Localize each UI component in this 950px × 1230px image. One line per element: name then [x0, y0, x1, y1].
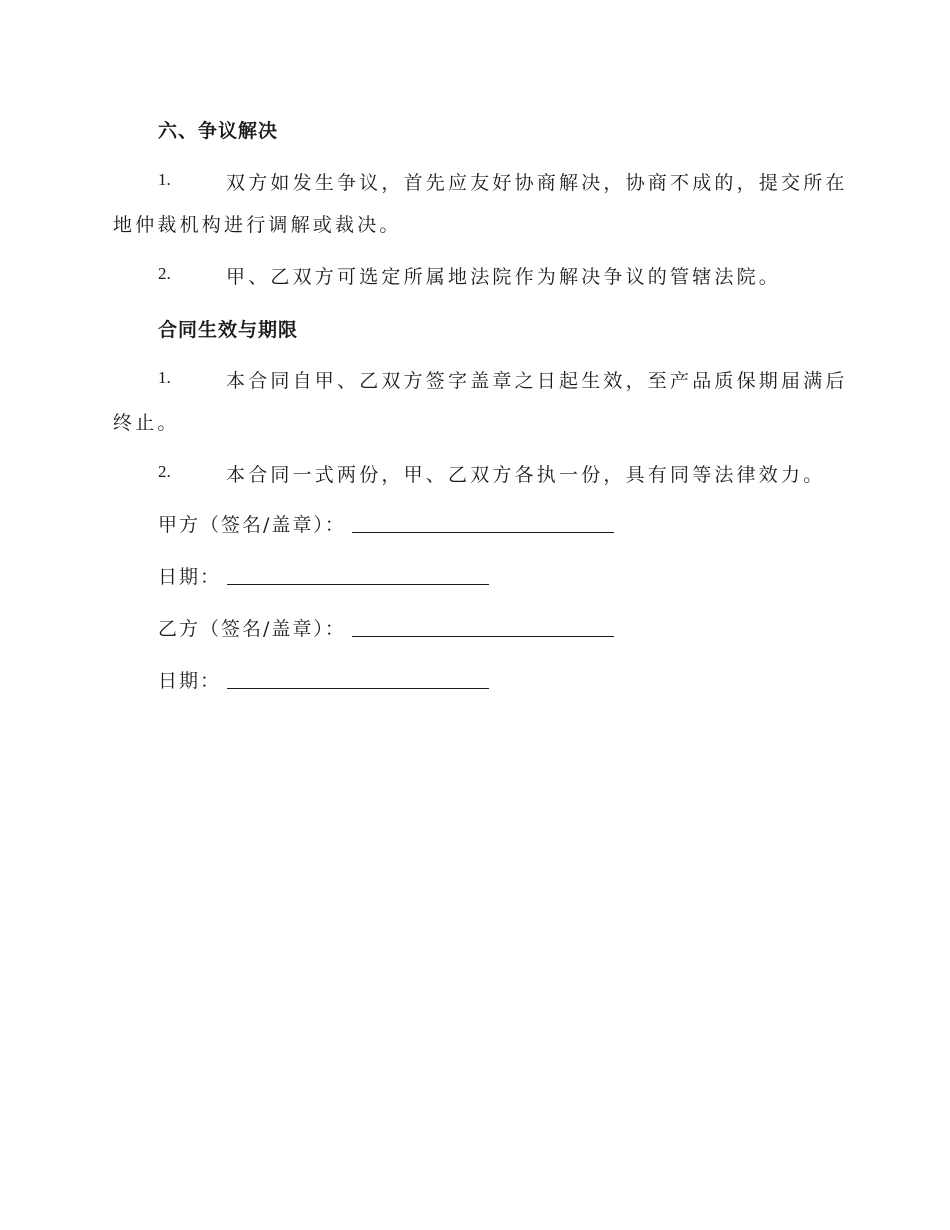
party-a-signature-blank	[352, 531, 614, 533]
clause-number: 1.	[158, 170, 171, 189]
date-a-label: 日期：	[158, 566, 222, 588]
section-heading-effectiveness-term: 合同生效与期限	[158, 319, 299, 341]
signature-row-party-b	[158, 614, 614, 641]
clause-number: 2.	[158, 264, 171, 283]
signature-row-party-a	[158, 510, 614, 537]
date-b-blank	[227, 687, 489, 689]
clause-text-line: 终止。	[113, 412, 180, 434]
clause-text-line: 地仲裁机构进行调解或裁决。	[113, 214, 402, 236]
clause-number: 2.	[158, 462, 171, 481]
section-heading-dispute-resolution: 六、争议解决	[158, 120, 279, 142]
clause-text-line: 本合同一式两份，甲、乙双方各执一份，具有同等法律效力。	[226, 464, 826, 486]
date-a-blank	[227, 583, 489, 585]
date-b-label: 日期：	[158, 670, 222, 692]
signature-row-date-a	[158, 562, 489, 589]
party-b-signature-label: 乙方（签名/盖章）：	[158, 618, 346, 640]
clause-number: 1.	[158, 368, 171, 387]
clause-text-line: 本合同自甲、乙双方签字盖章之日起生效，至产品质保期届满后	[226, 370, 848, 392]
clause-text-line: 双方如发生争议，首先应友好协商解决，协商不成的，提交所在	[226, 172, 848, 194]
clause-text-line: 甲、乙双方可选定所属地法院作为解决争议的管辖法院。	[226, 266, 782, 288]
party-a-signature-label: 甲方（签名/盖章）：	[158, 514, 346, 536]
signature-row-date-b	[158, 666, 489, 693]
party-b-signature-blank	[352, 635, 614, 637]
